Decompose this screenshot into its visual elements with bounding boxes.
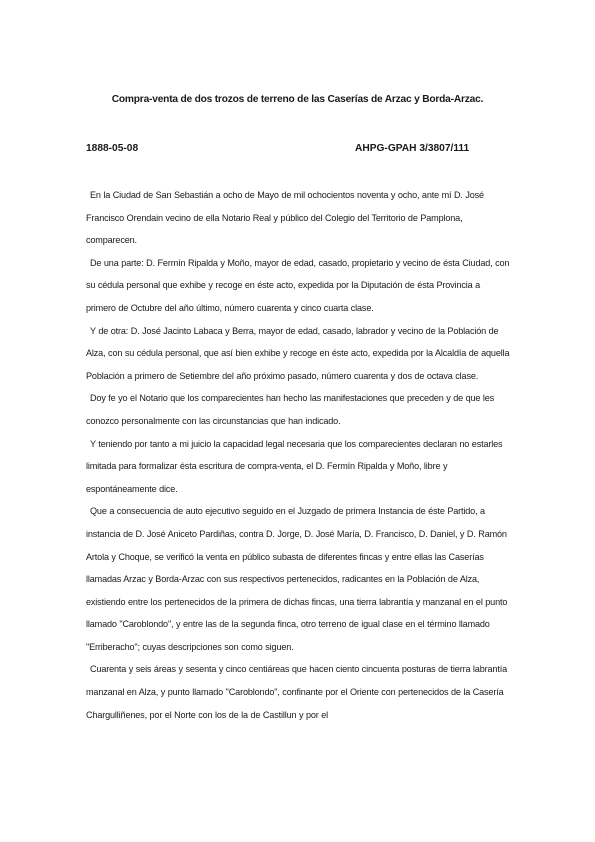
- document-body: [86, 184, 511, 726]
- paragraph: De una parte: D. Fermín Ripalda y Moño, mayor de edad, casado, propietario y vecino de ésta Ciudad, con su cédula personal que exhibe y recoge en éste acto, expedida por la Diputación de ésta Provincia a primero de Octubre del año último, número cuarenta y cinco cuarta clase.: [86, 257, 510, 313]
- archive-reference: AHPG-GPAH 3/3807/111: [355, 143, 470, 154]
- document-date: 1888-05-08: [86, 143, 139, 154]
- document-title: Compra-venta de dos trozos de terreno de las Caserías de Arzac y Borda-Arzac.: [111, 94, 484, 105]
- paragraph: Que a consecuencia de auto ejecutivo seguido en el Juzgado de primera Instancia de éste Partido, a instancia de D. José Aniceto Pardiñas, contra D. Jorge, D. José María, D. Francisco, D. Daniel, y D. Ramón Artola y Choque, se verificó la venta en público subasta de diferentes fincas y entre ellas las Caserías llamadas Arzac y Borda-Arzac con sus respectivos pertenecidos, radicantes en la Población de Alza, existiendo entre los pertenecidos de la primera de dichas fincas, una tierra labrantía y manzanal en el punto llamado "Caroblondo", y entre las de la segunda finca, otro terreno de igual clase en el término llamado "Erriberacho"; cuyas descripciones son como siguen.: [86, 506, 508, 652]
- paragraph: Doy fe yo el Notario que los comparecientes han hecho las manifestaciones que preceden y de que les conozco personalmente con las circunstancias que han indicado.: [86, 393, 495, 426]
- paragraph: Y teniendo por tanto a mi juicio la capacidad legal necesaria que los comparecientes declaran no estarles limitada para formalizar ésta escritura de compra-venta, el D. Fermín Ripalda y Moño, libre y espontáneamente dice.: [86, 438, 503, 494]
- paragraph: Y de otra: D. José Jacinto Labaca y Berra, mayor de edad, casado, labrador y vecino de la Población de Alza, con su cédula personal, que así bien exhibe y recoge en éste acto, expedida por la Alcaldía de aquella Población a primero de Setiembre del año próximo pasado, número cuarenta y dos de octava clase.: [86, 325, 510, 381]
- paragraph: Cuarenta y seis áreas y sesenta y cinco centiáreas que hacen ciento cincuenta posturas de tierra labrantía manzanal en Alza, y punto llamado "Caroblondo", confinante por el Oriente con pertenecidos de la Casería Chargulliñenes, por el Norte con los de la de Castillun y por el: [86, 664, 507, 720]
- paragraph: En la Ciudad de San Sebastián a ocho de Mayo de mil ochocientos noventa y ocho, ante mí D. José Francisco Orendain vecino de ella Notario Real y público del Colegio del Territorio de Pamplona, comparecen.: [86, 190, 484, 246]
